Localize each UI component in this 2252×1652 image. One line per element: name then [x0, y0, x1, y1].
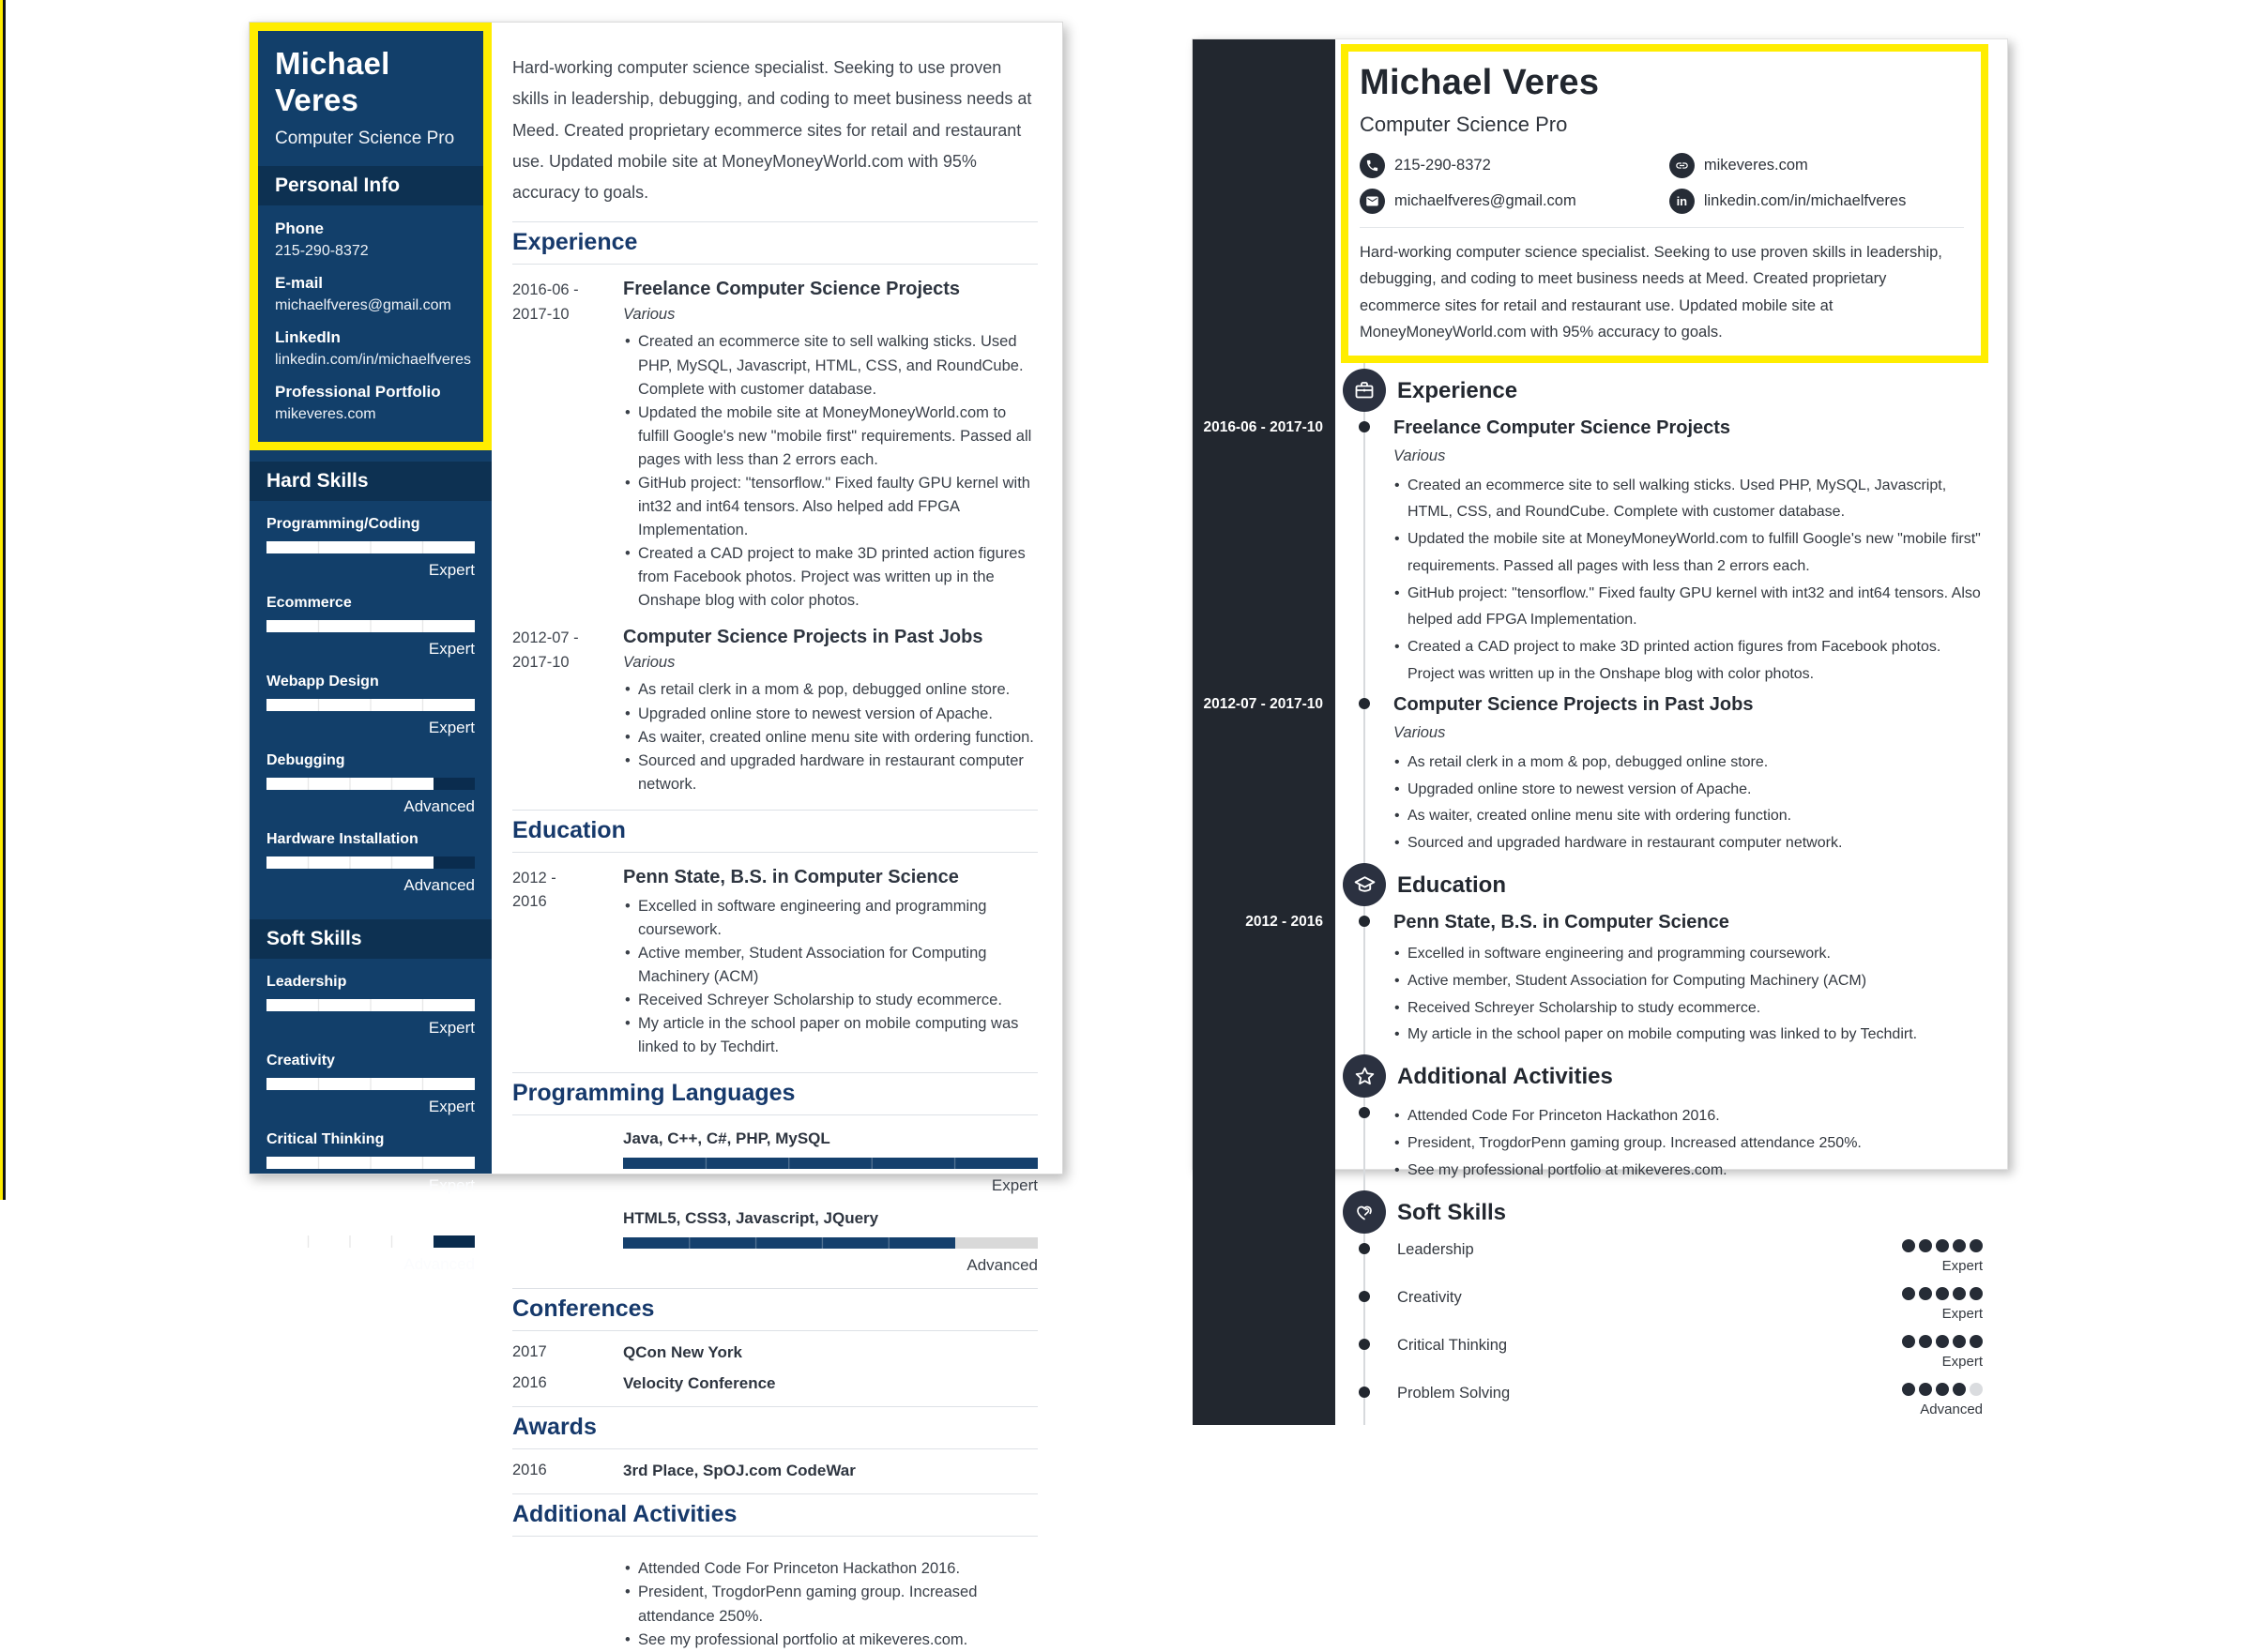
skill-row: Creativity Expert [266, 1052, 475, 1115]
skill-bar [266, 856, 475, 869]
language-bar [623, 1237, 1038, 1249]
contact-phone [1360, 153, 1669, 178]
phone-value: 215-290-8372 [275, 242, 369, 259]
soft-skill-row: Problem Solving Advanced [1193, 1377, 2007, 1425]
soft-skills-icon [1343, 1190, 1386, 1234]
conference-row: 2017 QCon New York [512, 1343, 742, 1362]
additional-activities-heading: Additional Activities [1397, 1064, 1613, 1090]
linkedin-link[interactable]: linkedin.com/in/michaelfveres [1703, 192, 1907, 209]
skill-row: Debugging Advanced [266, 751, 475, 815]
linkedin-link[interactable]: linkedin.com/in/michaelfveres [275, 351, 471, 368]
education-heading: Education [1397, 872, 1507, 899]
language-row: Java, C++, C#, PHP, MySQL Expert [623, 1129, 1038, 1195]
soft-skills-heading: Soft Skills [1397, 1199, 1507, 1225]
awards-heading: Awards [512, 1407, 1038, 1449]
timeline-dot [1359, 421, 1370, 432]
experience-entry [1193, 412, 2007, 689]
soft-skill-row: Leadership Expert [1193, 1234, 2007, 1281]
candidate-name: Michael Veres [1360, 63, 1600, 102]
phone-icon [1360, 153, 1385, 178]
programming-languages-heading: Programming Languages [512, 1073, 1038, 1115]
language-bar [623, 1158, 1038, 1169]
entry-title: Freelance Computer Science Projects [623, 279, 961, 300]
website-link[interactable]: mikeveres.com [1703, 157, 1808, 174]
dot-rating: Expert [1902, 1335, 1983, 1370]
experience-heading: Experience [512, 222, 1038, 265]
additional-activities-section [512, 1493, 1038, 1651]
entry-dates: 2016-06 - 2017-10 [1193, 412, 1335, 689]
skill-row: Programming/Coding Expert [266, 515, 475, 579]
soft-skills-heading: Soft Skills [250, 919, 492, 959]
resume-cascade-template[interactable] [249, 22, 1063, 1648]
education-entry [1193, 906, 2007, 1049]
skill-bar [266, 541, 475, 553]
hard-skills-section [250, 450, 492, 908]
candidate-job-title: Computer Science Pro [275, 128, 455, 148]
entry-subtitle: Various [623, 306, 676, 324]
skill-row: Critical Thinking Expert [266, 1130, 475, 1194]
entry-dates: 2016-06 - 2017-10 [512, 281, 579, 324]
dark-rail [1193, 39, 1335, 363]
timeline-dot [1359, 1387, 1370, 1398]
left-resume-sidebar [250, 23, 492, 1273]
entry-subtitle: Various [1393, 447, 1446, 464]
contact-website [1669, 153, 1964, 178]
entry-subtitle: Various [1393, 723, 1446, 741]
skill-bar [266, 999, 475, 1011]
award-row: 2016 3rd Place, SpOJ.com CodeWar [512, 1462, 856, 1480]
right-header-row [1193, 39, 2007, 363]
personal-info-heading: Personal Info [258, 166, 483, 205]
soft-skill-row: Creativity Expert [1193, 1281, 2007, 1329]
contact-grid [1360, 153, 1964, 214]
section-heading-row [1193, 363, 2007, 412]
briefcase-icon [1343, 369, 1386, 412]
contact-email [1360, 189, 1669, 214]
contact-email: E-mail michaelfveres@gmail.com [275, 274, 466, 314]
additional-activities-entry [1193, 1098, 2007, 1184]
experience-entry [512, 279, 1038, 613]
dot-rating: Expert [1902, 1239, 1983, 1274]
summary-paragraph: Hard-working computer science specialist. Seeking to use proven skills in leadership, debugging, and coding to meet business needs at Meed. Created proprietary ecommerce sites for retail and restaurant use. Updated mobile site at MoneyMoneyWorld.com with 95% accuracy to goals. [1360, 227, 1964, 346]
entry-title: Penn State, B.S. in Computer Science [1393, 912, 1729, 933]
skill-bar [266, 778, 475, 790]
entry-dates: 2012-07 - 2017-10 [1193, 689, 1335, 857]
contact-linkedin: LinkedIn linkedin.com/in/michaelfveres [275, 327, 471, 368]
experience-entry [1193, 689, 2007, 857]
entry-subtitle: Various [623, 654, 676, 672]
entry-bullets: • Created an ecommerce site to sell walking sticks. Used PHP, MySQL, Javascript, HTML, CSS, and RoundCube. Complete with customer database. • Updated the mobile site at MoneyMoneyWorld.com to fulfill Google's new "mobile first" requirements. Passed all pages with less than 2 errors each. • GitHub project: "tensorflow." Fixed faulty GPU kernel with int32 and int64 tensors. Also helped add FPGA Implementation. • Created a CAD project to make 3D printed action figures from Facebook photos. Project was written up in the Onshape blog with color photos. [623, 330, 1038, 613]
entry-bullets: • Created an ecommerce site to sell walking sticks. Used PHP, MySQL, Javascript, HTML, CSS, and RoundCube. Complete with customer database. • Updated the mobile site at MoneyMoneyWorld.com to fulfill Google's new "mobile first" requirements. Passed all pages with less than 2 errors each. • GitHub project: "tensorflow." Fixed faulty GPU kernel with int32 and int64 tensors. Also helped add FPGA Implementation. • Created a CAD project to make 3D printed action figures from Facebook photos. Project was written up in the Onshape blog with color photos. [1393, 473, 2007, 689]
skill-bar [266, 620, 475, 632]
skill-row: Hardware Installation Advanced [266, 830, 475, 894]
experience-section [512, 221, 1038, 796]
skill-row: Leadership Expert [266, 973, 475, 1037]
header-highlight-box [1341, 44, 1988, 363]
conferences-heading: Conferences [512, 1289, 1038, 1331]
section-heading-row [1193, 1185, 2007, 1234]
link-icon [1669, 153, 1695, 178]
entry-bullets: • Attended Code For Princeton Hackathon 2016. • President, TrogdorPenn gaming group. Increased attendance 250%. • See my professional portfolio at mikeveres.com. [623, 1557, 1038, 1651]
email-link[interactable]: michaelfveres@gmail.com [1394, 192, 1576, 209]
awards-section [512, 1406, 1038, 1480]
left-resume-main [492, 23, 1062, 1648]
entry-dates: 2012 - 2016 [512, 869, 556, 911]
entry-bullets: • Excelled in software engineering and programming coursework. • Active member, Student Association for Computing Machinery (ACM) • Received Schreyer Scholarship to study ecommerce. • My article in the school paper on mobile computing was linked to by Techdirt. [623, 895, 1038, 1060]
timeline-dot [1359, 916, 1370, 927]
linkedin-icon: in [1669, 189, 1695, 214]
conferences-section [512, 1288, 1038, 1393]
contact-phone: Phone 215-290-8372 [275, 220, 466, 260]
skill-bar [266, 1235, 475, 1248]
skill-row: Problem Solving Advanced [266, 1209, 475, 1273]
candidate-job-title: Computer Science Pro [1360, 113, 1568, 136]
skill-bar [266, 1157, 475, 1169]
dot-rating: Advanced [1902, 1383, 1983, 1417]
star-icon [1343, 1054, 1386, 1098]
skill-row: Ecommerce Expert [266, 594, 475, 658]
conference-row: 2016 Velocity Conference [512, 1374, 776, 1393]
entry-dates: 2012 - 2016 [1193, 906, 1335, 1049]
contact-portfolio: Professional Portfolio mikeveres.com [275, 383, 466, 423]
hard-skills-heading: Hard Skills [250, 462, 492, 501]
skill-bar [266, 1078, 475, 1090]
candidate-name: Michael Veres [275, 46, 390, 117]
soft-skills-section [250, 908, 492, 1287]
entry-bullets: • As retail clerk in a mom & pop, debugged online store. • Upgraded online store to newest version of Apache. • As waiter, created online menu site with ordering function. • Sourced and upgraded hardware in restaurant computer network. [623, 678, 1038, 796]
timeline-dot [1359, 1291, 1370, 1302]
mail-icon [1360, 189, 1385, 214]
entry-dates: 2012-07 - 2017-10 [512, 629, 579, 671]
skill-row: Webapp Design Expert [266, 673, 475, 736]
phone-value: 215-290-8372 [1394, 157, 1491, 174]
entry-bullets: • As retail clerk in a mom & pop, debugged online store. • Upgraded online store to newest version of Apache. • As waiter, created online menu site with ordering function. • Sourced and upgraded hardware in restaurant computer network. [1393, 750, 2007, 857]
portfolio-link[interactable]: mikeveres.com [275, 405, 376, 422]
additional-activities-entry [512, 1551, 1038, 1651]
contact-linkedin [1669, 189, 1964, 214]
summary-paragraph: Hard-working computer science specialist. Seeking to use proven skills in leadership, debugging, and coding to meet business needs at Meed. Created proprietary ecommerce sites for retail and restaurant use. Updated mobile site at MoneyMoneyWorld.com with 95% accuracy to goals. [512, 58, 1032, 203]
education-entry [512, 867, 1038, 1060]
experience-entry [512, 627, 1038, 796]
experience-heading: Experience [1397, 377, 1518, 403]
email-link[interactable]: michaelfveres@gmail.com [275, 296, 451, 313]
resume-iconic-template[interactable] [1192, 38, 2008, 1417]
sidebar-highlight-box [250, 23, 492, 450]
entry-title: Freelance Computer Science Projects [1393, 417, 1731, 438]
section-heading-row [1193, 1049, 2007, 1098]
entry-title: Computer Science Projects in Past Jobs [1393, 693, 1754, 715]
programming-languages-section [512, 1072, 1038, 1275]
language-row: HTML5, CSS3, Javascript, JQuery Advanced [623, 1209, 1038, 1275]
entry-title: Penn State, B.S. in Computer Science [623, 866, 959, 887]
section-heading-row [1193, 857, 2007, 906]
education-section [512, 810, 1038, 1060]
education-heading: Education [512, 811, 1038, 853]
skill-bar [266, 699, 475, 711]
dot-rating: Expert [1902, 1287, 1983, 1322]
entry-title: Computer Science Projects in Past Jobs [623, 627, 983, 648]
timeline-dot [1359, 1339, 1370, 1350]
soft-skill-row: Critical Thinking Expert [1193, 1329, 2007, 1377]
timeline-dot [1359, 698, 1370, 709]
entry-bullets: • Excelled in software engineering and programming coursework. • Active member, Student Association for Computing Machinery (ACM) • Received Schreyer Scholarship to study ecommerce. • My article in the school paper on mobile computing was linked to by Techdirt. [1393, 941, 2007, 1049]
left-edge-accent [0, 0, 6, 1200]
entry-bullets: • Attended Code For Princeton Hackathon 2016. • President, TrogdorPenn gaming group. Increased attendance 250%. • See my professional portfolio at mikeveres.com. [1393, 1103, 2007, 1184]
timeline-dot [1359, 1243, 1370, 1254]
timeline-dot [1359, 1107, 1370, 1118]
additional-activities-heading: Additional Activities [512, 1494, 1038, 1537]
graduation-cap-icon [1343, 863, 1386, 906]
